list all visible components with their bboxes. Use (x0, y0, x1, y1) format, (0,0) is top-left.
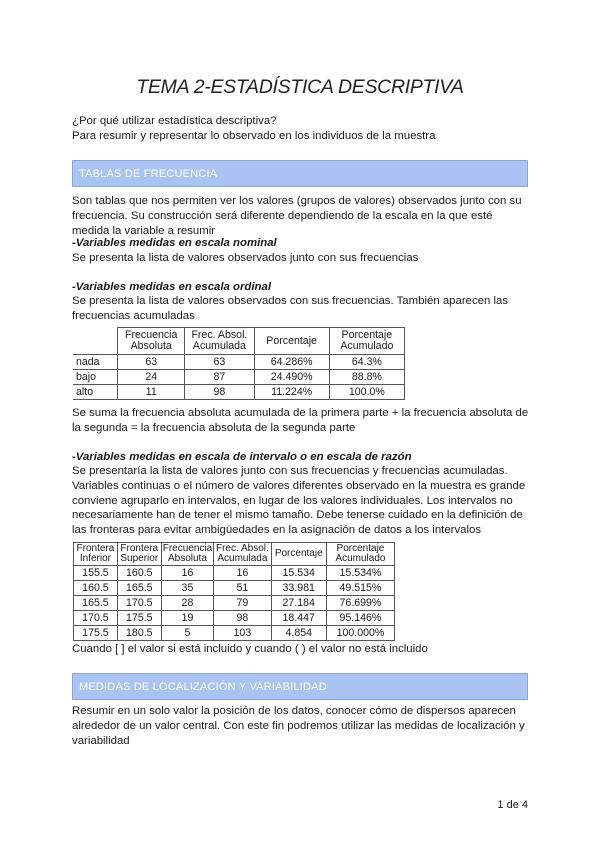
table-header-cell: Frec. Absol. Acumulada (185, 328, 254, 355)
table-cell: bajo (73, 370, 118, 385)
paragraph-medidas: Resumir en un solo valor la posición de los datos, conocer cómo de dispersos aparecen alrededor de un valor central. Con este fin podremos utilizar las medidas de localización y variabilidad (72, 705, 525, 747)
table-cell: 64.286% (254, 355, 329, 370)
table-cell: 98 (185, 385, 254, 400)
table-row (74, 566, 395, 581)
table-cell: 63 (185, 355, 254, 370)
section-header-label: TABLAS DE FRECUENCIA (79, 168, 218, 180)
table-cell: 103 (214, 626, 271, 641)
table-cell: 95.146% (326, 611, 394, 626)
paragraph-after-table2: Cuando [ ] el valor si está incluido y cuando ( ) el valor no está incluido (72, 643, 428, 655)
table-cell: 4.854 (271, 626, 326, 641)
table-cell: 165.5 (74, 596, 118, 611)
table-cell: 15.534% (326, 566, 394, 581)
table-row (73, 355, 405, 370)
page-number: 1 de 4 (497, 799, 528, 811)
heading-interval: -Variables medidas en escala de intervalo o en escala de razón (72, 451, 412, 463)
table-header-cell: Porcentaje Acumulado (326, 543, 394, 566)
table-cell: 100.0% (329, 385, 404, 400)
table-cell: nada (73, 355, 118, 370)
table-row (74, 596, 395, 611)
table-cell: 175.5 (117, 611, 161, 626)
table-cell: 33.981 (271, 581, 326, 596)
table-cell: 24.490% (254, 370, 329, 385)
table-cell: 27.184 (271, 596, 326, 611)
table-header-cell: Porcentaje (271, 543, 326, 566)
intro-question: ¿Por qué utilizar estadística descriptiva? (72, 115, 277, 127)
heading-ordinal: -Variables medidas en escala ordinal (72, 281, 272, 293)
table-cell: 98 (214, 611, 271, 626)
table-header-cell: Frec. Absol. Acumulada (214, 543, 271, 566)
table-cell: 175.5 (74, 626, 118, 641)
table-cell: 24 (118, 370, 185, 385)
table-cell: 100.000% (326, 626, 394, 641)
table-cell: 87 (185, 370, 254, 385)
table-cell: 160.5 (117, 566, 161, 581)
table-cell: 15.534 (271, 566, 326, 581)
table-cell: 180.5 (117, 626, 161, 641)
section-header-medidas (72, 673, 528, 700)
table-cell: 170.5 (117, 596, 161, 611)
table-cell: 28 (161, 596, 213, 611)
table-cell: 63 (118, 355, 185, 370)
table-cell: 64.3% (329, 355, 404, 370)
section-header-label: MEDIDAS DE LOCALIZACIÓN Y VARIABILIDAD (79, 681, 327, 693)
paragraph-ordinal: Se presenta la lista de valores observados con sus frecuencias. También aparecen las frecuencias acumuladas (72, 295, 509, 322)
table-row (74, 611, 395, 626)
ordinal-frequency-table (73, 327, 405, 400)
interval-frequency-table (73, 542, 395, 641)
table-cell: 88.8% (329, 370, 404, 385)
paragraph-after-table1: Se suma la frecuencia absoluta acumulada de la primera parte + la frecuencia absoluta de la segunda = la frecuencia absoluta de la segunda parte (72, 407, 529, 434)
table-cell: 49.515% (326, 581, 394, 596)
paragraph-nominal: Se presenta la lista de valores observados junto con sus frecuencias (72, 252, 419, 264)
table-row (74, 626, 395, 641)
table-row (73, 385, 405, 400)
table-header-row (74, 543, 395, 566)
table-cell: 19 (161, 611, 213, 626)
table-cell: 165.5 (117, 581, 161, 596)
table-header-cell: Frontera Inferior (74, 543, 118, 566)
paragraph-interval: Se presentaría la lista de valores junto con sus frecuencias y frecuencias acumuladas. Variables continuas o el número de valores diferentes observado en la muestra es grande conviene agruparlo en intervalos, en lugar de los valores individuales. Los intervalos no necesariamente han de tener el mismo tamaño. Debe tenerse cuidado en la definición de las fronteras para evitar ambigüedades en la asignación de datos a los intervalos (72, 465, 526, 537)
table-header-cell: Porcentaje (254, 328, 329, 355)
table-header-row (73, 328, 405, 355)
table-header-cell: Frecuencia Absoluta (118, 328, 185, 355)
heading-nominal: -Variables medidas en escala nominal (72, 237, 277, 249)
table-header-cell: Frontera Superior (117, 543, 161, 566)
table-cell: 11.224% (254, 385, 329, 400)
table-cell: 76.699% (326, 596, 394, 611)
table-row (73, 370, 405, 385)
table-cell: 5 (161, 626, 213, 641)
table-cell: 79 (214, 596, 271, 611)
table-header-cell: Frecuencia Absoluta (162, 543, 213, 564)
table-cell: 11 (118, 385, 185, 400)
table-header-cell (73, 328, 118, 355)
table-cell: 35 (161, 581, 213, 596)
table-row (74, 581, 395, 596)
table-cell: 16 (214, 566, 271, 581)
table-cell: 18.447 (271, 611, 326, 626)
table-cell: 155.5 (74, 566, 118, 581)
intro-answer: Para resumir y representar lo observado en los individuos de la muestra (72, 130, 436, 142)
table-header-cell: Porcentaje Acumulado (329, 328, 404, 355)
table-cell: alto (73, 385, 118, 400)
table-cell: 51 (214, 581, 271, 596)
table-cell: 170.5 (74, 611, 118, 626)
page-title: TEMA 2-ESTADÍSTICA DESCRIPTIVA (136, 76, 464, 98)
section-header-tablas (72, 160, 528, 187)
table-cell: 160.5 (74, 581, 118, 596)
paragraph-tablas-intro: Son tablas que nos permiten ver los valores (grupos de valores) observados junto con su frecuencia. Su construcción será diferente dependiendo de la escala en la que esté medida la variable a resumir (72, 195, 522, 237)
table-cell: 16 (161, 566, 213, 581)
